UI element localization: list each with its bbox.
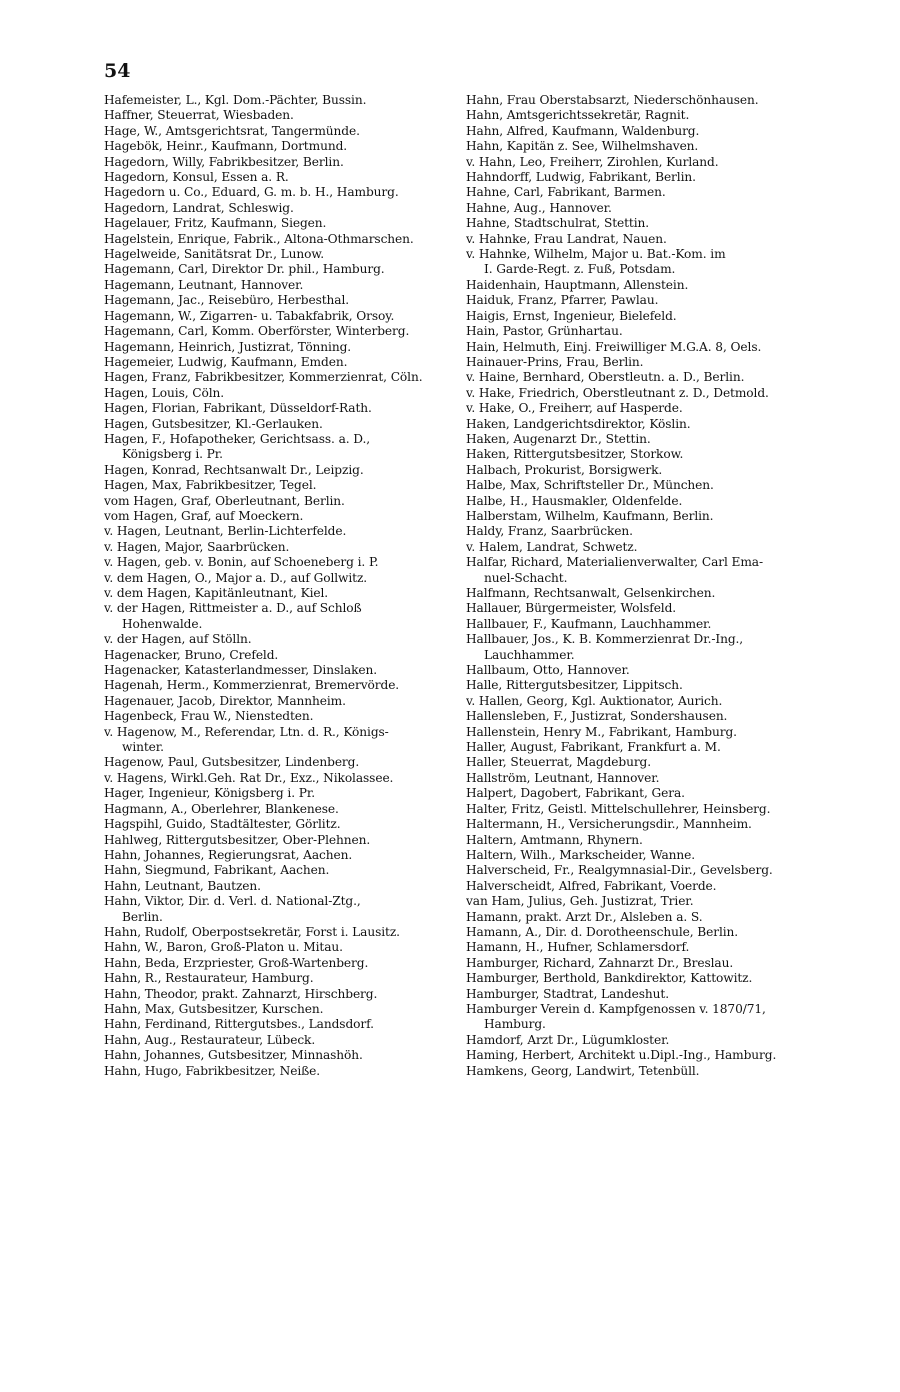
directory-entry: Haller, Steuerrat, Magdeburg. <box>466 755 652 770</box>
directory-entry: Hagen, Franz, Fabrikbesitzer, Kommerzienrat, Cöln. <box>104 370 423 385</box>
directory-entry-continuation: Königsberg i. Pr. <box>122 447 223 462</box>
directory-entry: Hagemeier, Ludwig, Kaufmann, Emden. <box>104 354 348 369</box>
directory-entry: Halverscheid, Fr., Realgymnasial-Dir., Gevelsberg. <box>466 863 773 878</box>
directory-entry: Hahn, R., Restaurateur, Hamburg. <box>104 971 314 986</box>
directory-entry: v. Hahnke, Frau Landrat, Nauen. <box>466 231 667 246</box>
directory-entry: Halpert, Dagobert, Fabrikant, Gera. <box>466 786 685 801</box>
directory-entry: Hagemann, Heinrich, Justizrat, Tönning. <box>104 339 352 354</box>
directory-entry: Hahlweg, Rittergutsbesitzer, Ober-Plehnen. <box>104 832 371 847</box>
directory-entry-continuation: nuel-Schacht. <box>484 570 568 585</box>
directory-entry: Hage, W., Amtsgerichtsrat, Tangermünde. <box>104 123 360 138</box>
page-number: 54 <box>104 60 131 82</box>
directory-entry: Haltermann, H., Versicherungsdir., Mannheim. <box>466 817 752 832</box>
directory-entry: Hagemann, Jac., Reisebüro, Herbesthal. <box>104 293 350 308</box>
directory-entry: Hahne, Aug., Hannover. <box>466 200 612 215</box>
directory-entry: v. der Hagen, Rittmeister a. D., auf Schloß <box>104 601 362 616</box>
directory-entry: Hamburger, Berthold, Bankdirektor, Kattowitz. <box>466 971 753 986</box>
directory-entry: Hagemann, W., Zigarren- u. Tabakfabrik, Orsoy. <box>104 308 395 323</box>
directory-entry: Haken, Rittergutsbesitzer, Storkow. <box>466 447 684 462</box>
directory-entry-continuation: winter. <box>122 740 164 755</box>
directory-entry: Hagemann, Leutnant, Hannover. <box>104 277 304 292</box>
directory-entry: Halbe, Max, Schriftsteller Dr., München. <box>466 478 714 493</box>
directory-entry: v. Halem, Landrat, Schwetz. <box>466 539 638 554</box>
directory-entry: Hagelstein, Enrique, Fabrik., Altona-Othmarschen. <box>104 231 414 246</box>
directory-entry: Hamann, A., Dir. d. Dorotheenschule, Berlin. <box>466 924 739 939</box>
directory-entry: Hahndorff, Ludwig, Fabrikant, Berlin. <box>466 170 696 185</box>
directory-entry: Hagmann, A., Oberlehrer, Blankenese. <box>104 801 339 816</box>
directory-entry: Halberstam, Wilhelm, Kaufmann, Berlin. <box>466 508 714 523</box>
directory-entry: Hahn, Theodor, prakt. Zahnarzt, Hirschberg. <box>104 986 378 1001</box>
directory-entry: van Ham, Julius, Geh. Justizrat, Trier. <box>466 894 694 909</box>
directory-entry: Hamburger, Richard, Zahnarzt Dr., Breslau. <box>466 955 734 970</box>
directory-entry: Hamkens, Georg, Landwirt, Tetenbüll. <box>466 1063 700 1078</box>
directory-entry: Hahn, Alfred, Kaufmann, Waldenburg. <box>466 123 700 138</box>
directory-entry: Hamann, H., Hufner, Schlamersdorf. <box>466 940 690 955</box>
directory-entry-continuation: Hohenwalde. <box>122 616 203 631</box>
directory-entry: Hagedorn, Konsul, Essen a. R. <box>104 170 289 185</box>
directory-entry: v. Hagenow, M., Referendar, Ltn. d. R., Königs- <box>104 724 389 739</box>
directory-entry: Hagemann, Carl, Direktor Dr. phil., Hamburg. <box>104 262 385 277</box>
directory-entry: v. Hallen, Georg, Kgl. Auktionator, Aurich. <box>466 693 723 708</box>
directory-entry: Hagen, Gutsbesitzer, Kl.-Gerlauken. <box>104 416 323 431</box>
directory-entry: v. Hake, Friedrich, Oberstleutnant z. D., Detmold. <box>466 385 769 400</box>
directory-entry: Hahn, Kapitän z. See, Wilhelmshaven. <box>466 139 699 154</box>
directory-entry: Hagelweide, Sanitätsrat Dr., Lunow. <box>104 247 325 262</box>
directory-entry: Hahn, Leutnant, Bautzen. <box>104 878 261 893</box>
directory-entry: Hallbauer, F., Kaufmann, Lauchhammer. <box>466 616 712 631</box>
directory-entry: Hahn, Siegmund, Fabrikant, Aachen. <box>104 863 330 878</box>
directory-entry: Hafemeister, L., Kgl. Dom.-Pächter, Bussin. <box>104 93 367 107</box>
directory-entry: Hagedorn, Willy, Fabrikbesitzer, Berlin. <box>104 154 344 169</box>
directory-entry: v. Hagen, Major, Saarbrücken. <box>104 539 290 554</box>
directory-entry: Hahn, Beda, Erzpriester, Groß-Wartenberg. <box>104 955 369 970</box>
directory-entry: Hagedorn, Landrat, Schleswig. <box>104 200 294 215</box>
directory-entry: Halbe, H., Hausmakler, Oldenfelde. <box>466 493 683 508</box>
directory-entry: Hahne, Carl, Fabrikant, Barmen. <box>466 185 666 200</box>
directory-entry: v. Hahnke, Wilhelm, Major u. Bat.-Kom. im <box>466 247 726 262</box>
directory-entry: Hahn, Aug., Restaurateur, Lübeck. <box>104 1032 316 1047</box>
directory-entry: Halfar, Richard, Materialienverwalter, Carl Ema- <box>466 555 763 570</box>
directory-entry: Hamdorf, Arzt Dr., Lügumkloster. <box>466 1032 670 1047</box>
directory-entry: Haller, August, Fabrikant, Frankfurt a. M. <box>466 740 721 755</box>
directory-entry: Hagen, Konrad, Rechtsanwalt Dr., Leipzig. <box>104 462 364 477</box>
directory-entry: Hager, Ingenieur, Königsberg i. Pr. <box>104 786 316 801</box>
right-column <box>466 93 814 1079</box>
directory-entry: Hagenbeck, Frau W., Nienstedten. <box>104 709 314 724</box>
directory-entry: Hagen, Florian, Fabrikant, Düsseldorf-Rath. <box>104 401 372 416</box>
directory-entry: Haidenhain, Hauptmann, Allenstein. <box>466 277 689 292</box>
directory-entry: Halle, Rittergutsbesitzer, Lippitsch. <box>466 678 683 693</box>
directory-entry: Hahn, Amtsgerichtssekretär, Ragnit. <box>466 108 690 123</box>
directory-entry: v. Haine, Bernhard, Oberstleutn. a. D., Berlin. <box>466 370 745 385</box>
directory-entry: Hagebök, Heinr., Kaufmann, Dortmund. <box>104 139 348 154</box>
directory-entry: Hahn, Ferdinand, Rittergutsbes., Landsdorf. <box>104 1017 374 1032</box>
directory-entry: Hamburger Verein d. Kampfgenossen v. 1870/71, <box>466 1001 766 1016</box>
directory-entry: Hahn, W., Baron, Groß-Platon u. Mitau. <box>104 940 343 955</box>
directory-entry: Hahn, Hugo, Fabrikbesitzer, Neiße. <box>104 1063 321 1078</box>
directory-entry: Hahn, Johannes, Regierungsrat, Aachen. <box>104 847 353 862</box>
directory-entry-continuation: Berlin. <box>122 909 163 924</box>
directory-entry: Hagelauer, Fritz, Kaufmann, Siegen. <box>104 216 327 231</box>
directory-entry: Halbach, Prokurist, Borsigwerk. <box>466 462 663 477</box>
directory-entry: Haltern, Wilh., Markscheider, Wanne. <box>466 847 696 862</box>
directory-entry: Hallensleben, F., Justizrat, Sondershausen. <box>466 709 728 724</box>
directory-entry: Haken, Landgerichtsdirektor, Köslin. <box>466 416 691 431</box>
directory-entry: v. Hagens, Wirkl.Geh. Rat Dr., Exz., Nikolassee. <box>104 770 394 785</box>
directory-entry: Hahn, Rudolf, Oberpostsekretär, Forst i. Lausitz. <box>104 924 400 939</box>
directory-entry: Hagenow, Paul, Gutsbesitzer, Lindenberg. <box>104 755 360 770</box>
directory-entry: v. der Hagen, auf Stölln. <box>104 632 252 647</box>
directory-entry: Halfmann, Rechtsanwalt, Gelsenkirchen. <box>466 586 716 600</box>
directory-entry: v. Hagen, geb. v. Bonin, auf Schoeneberg i. P. <box>104 555 379 570</box>
directory-entry: Hain, Pastor, Grünhartau. <box>466 324 623 339</box>
directory-entry: Hagen, F., Hofapotheker, Gerichtsass. a. D., <box>104 431 371 446</box>
directory-entry: v. Hahn, Leo, Freiherr, Zirohlen, Kurland. <box>466 154 719 169</box>
directory-entry: Hahne, Stadtschulrat, Stettin. <box>466 216 650 231</box>
directory-entry: v. dem Hagen, O., Major a. D., auf Gollwitz. <box>104 570 368 585</box>
directory-entry: Haldy, Franz, Saarbrücken. <box>466 524 633 539</box>
directory-entry: Hagenacker, Bruno, Crefeld. <box>104 647 279 662</box>
directory-entry: v. Hagen, Leutnant, Berlin-Lichterfelde. <box>104 524 347 539</box>
directory-entry: Hallbauer, Jos., K. B. Kommerzienrat Dr.-Ing., <box>466 632 744 647</box>
directory-entry: Haiduk, Franz, Pfarrer, Pawlau. <box>466 293 659 308</box>
directory-entry: Hahn, Frau Oberstabsarzt, Niederschönhausen. <box>466 93 759 107</box>
directory-entry: Halverscheidt, Alfred, Fabrikant, Voerde. <box>466 878 717 893</box>
directory-entry: Hallström, Leutnant, Hannover. <box>466 770 660 785</box>
directory-entry: Hagen, Max, Fabrikbesitzer, Tegel. <box>104 478 317 493</box>
directory-entry: Hain, Helmuth, Einj. Freiwilliger M.G.A. 8, Oels. <box>466 339 762 354</box>
directory-entry: Hamburger, Stadtrat, Landeshut. <box>466 986 669 1001</box>
directory-entry: vom Hagen, Graf, auf Moeckern. <box>104 508 304 523</box>
directory-entry: Haffner, Steuerrat, Wiesbaden. <box>104 108 294 123</box>
directory-entry-continuation: Hamburg. <box>484 1017 546 1032</box>
directory-entry: Hallbaum, Otto, Hannover. <box>466 663 630 678</box>
directory-entry: Hagenah, Herm., Kommerzienrat, Bremervörde. <box>104 678 400 693</box>
directory-entry: Hamann, prakt. Arzt Dr., Alsleben a. S. <box>466 909 703 924</box>
directory-entry-continuation: Lauchhammer. <box>484 647 575 662</box>
directory-entry: Hagen, Louis, Cöln. <box>104 385 225 400</box>
directory-entry: Hahn, Johannes, Gutsbesitzer, Minnashöh. <box>104 1048 363 1063</box>
directory-entry: v. Hake, O., Freiherr, auf Hasperde. <box>466 401 683 416</box>
directory-entry: Hallauer, Bürgermeister, Wolsfeld. <box>466 601 677 616</box>
directory-entry: Hallenstein, Henry M., Fabrikant, Hamburg. <box>466 724 737 739</box>
directory-entry: Haigis, Ernst, Ingenieur, Bielefeld. <box>466 308 677 323</box>
directory-entry-continuation: I. Garde-Regt. z. Fuß, Potsdam. <box>484 262 676 277</box>
directory-entry: v. dem Hagen, Kapitänleutnant, Kiel. <box>104 586 329 600</box>
directory-entry: Hagemann, Carl, Komm. Oberförster, Winterberg. <box>104 324 410 339</box>
left-column <box>104 93 452 1079</box>
directory-entry: vom Hagen, Graf, Oberleutnant, Berlin. <box>104 493 345 508</box>
directory-entry: Haken, Augenarzt Dr., Stettin. <box>466 431 651 446</box>
directory-entry: Hagenacker, Katasterlandmesser, Dinslaken. <box>104 663 378 678</box>
directory-entry: Halter, Fritz, Geistl. Mittelschullehrer, Heinsberg. <box>466 801 771 816</box>
directory-entry: Hainauer-Prins, Frau, Berlin. <box>466 354 644 369</box>
directory-entry: Hagenauer, Jacob, Direktor, Mannheim. <box>104 693 346 708</box>
directory-entry: Hahn, Viktor, Dir. d. Verl. d. National-Ztg., <box>104 894 361 909</box>
directory-entry: Hahn, Max, Gutsbesitzer, Kurschen. <box>104 1001 324 1016</box>
directory-entry: Haming, Herbert, Architekt u.Dipl.-Ing., Hamburg. <box>466 1048 777 1063</box>
directory-entry: Hagspihl, Guido, Stadtältester, Görlitz. <box>104 817 341 832</box>
directory-entry: Haltern, Amtmann, Rhynern. <box>466 832 643 847</box>
directory-entry: Hagedorn u. Co., Eduard, G. m. b. H., Hamburg. <box>104 185 399 200</box>
